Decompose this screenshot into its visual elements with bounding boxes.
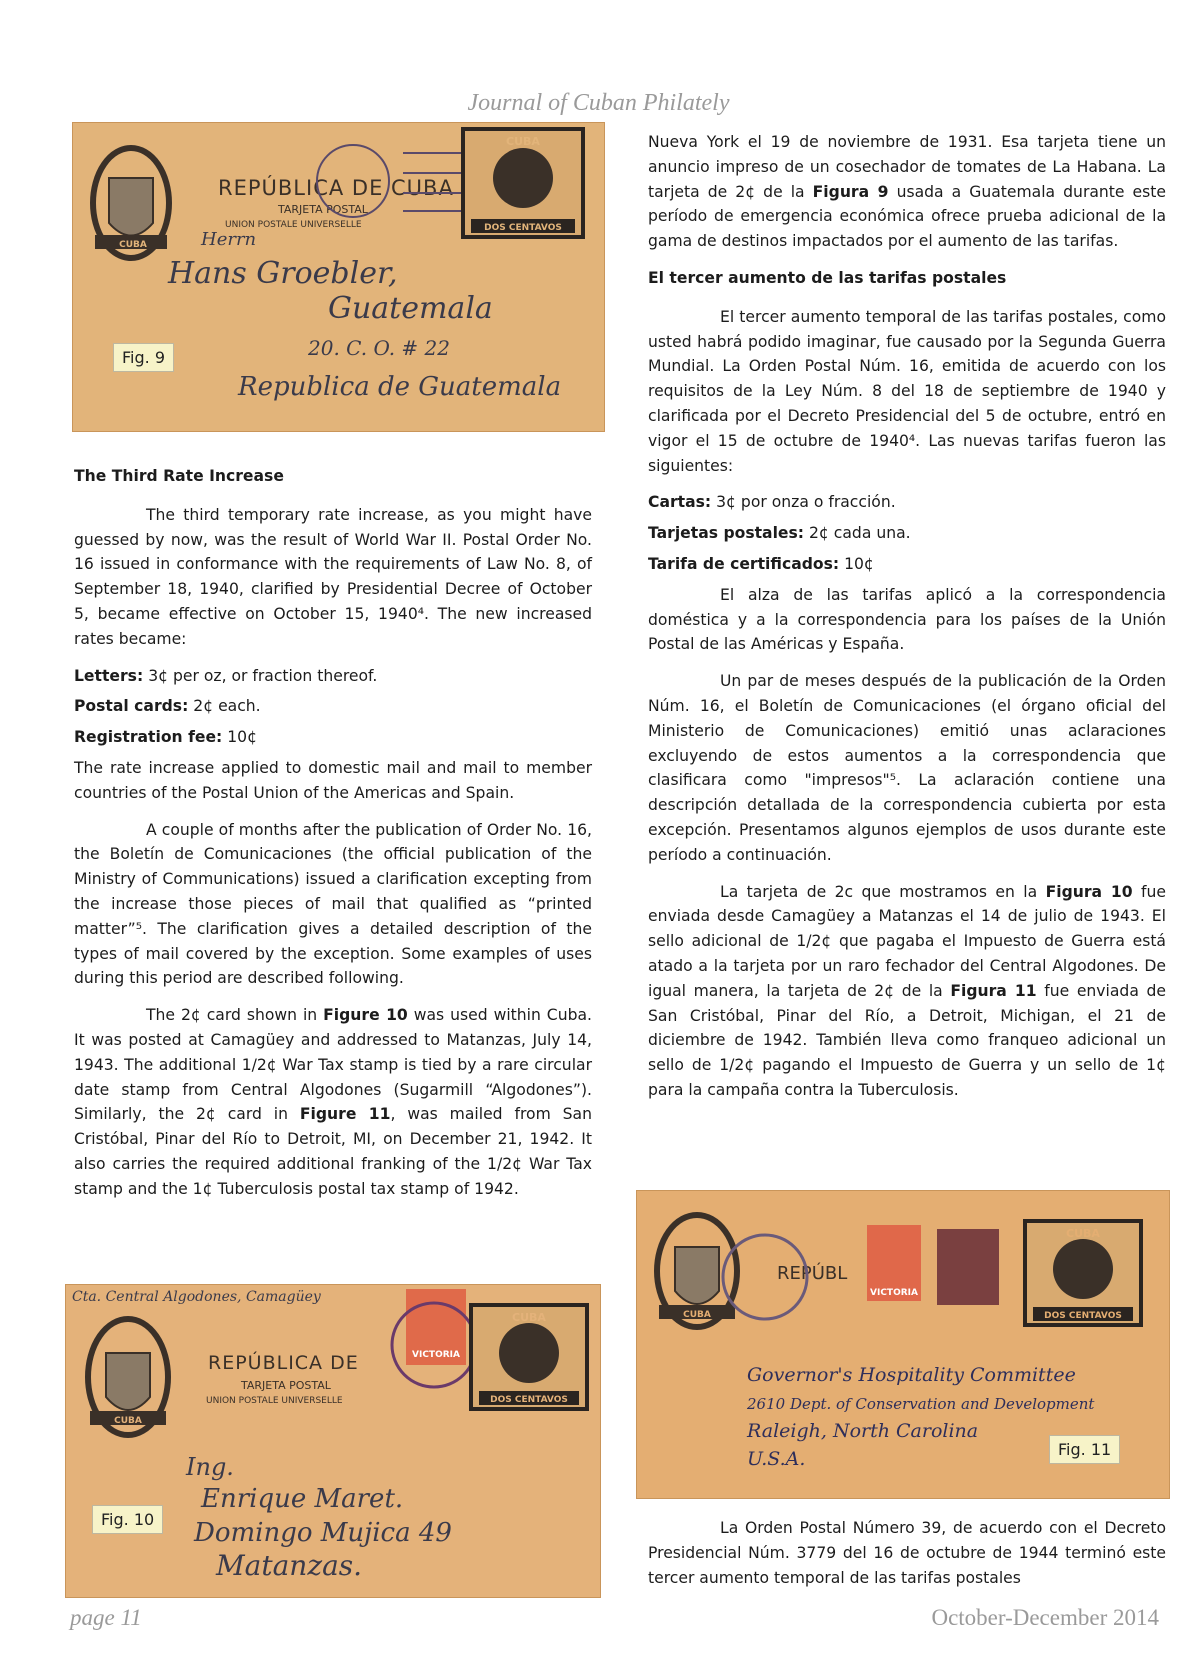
figure-9-postcard [72,122,605,432]
postcard-illustration [66,1285,600,1597]
handwriting-line: 20. C. O. # 22 [308,336,450,360]
handwriting-line: Republica de Guatemala [238,372,562,402]
figure-reference: Figura 11 [950,981,1037,1000]
tuberculosis-stamp [937,1229,999,1305]
text-run: La tarjeta de 2c que mostramos en la [720,882,1046,901]
rate-label: Letters: [74,666,144,685]
stamp-country: CUBA [506,135,540,148]
card-subtitle-2: UNION POSTALE UNIVERSELLE [225,220,362,230]
rate-value: 2¢ each. [193,697,261,716]
journal-title: Journal of Cuban Philately [467,90,730,116]
rate-value: 10¢ [844,554,874,573]
stamp-value: DOS CENTAVOS [490,1395,568,1405]
figure-label: Fig. 9 [113,343,174,372]
text-run: , was mailed from San Cristóbal, Pinar del Río to Detroit, MI, on December 21, 1942. It also carries the required additional franking of the 1/2¢ War Tax stamp and the 1¢ Tuberculosis postal tax stamp of 1942. [74,1105,592,1198]
rate-item [648,490,1166,515]
figure-label: Fig. 10 [92,1505,163,1534]
paragraph [648,130,1166,254]
rate-value: 3¢ per oz, or fraction thereof. [148,666,378,685]
figure-label: Fig. 11 [1049,1435,1120,1464]
paragraph: The third temporary rate increase, as you might have guessed by now, was the result of World War II. Postal Order No. 16 issued in conformance with the requirements of Law No. 8, of September 18, 1940, clarified by Presidential Decree of October 5, became effective on October 15, 1940⁴. The new increased rates became: [74,505,592,648]
rate-label: Tarifa de certificados: [648,554,840,573]
war-stamp-label: VICTORIA [412,1350,460,1360]
paragraph: A couple of months after the publication of Order No. 16, the Boletín de Comunicaciones (the official publication of the Ministry of Communications) issued a clarification excepting from the increase those pieces of mail that qualified as “printed matter”⁵. The clarification gives a detailed description of the types of mail covered by the exception. Some examples of uses during this period are described following. [74,820,592,988]
stamp-country: CUBA [512,1311,546,1324]
text-run: was used within Cuba. It was posted at Camagüey and addressed to Matanzas, July 14, 1943. The additional 1/2¢ War Tax stamp is tied by a rare circular date stamp from Central Algodones (Sugarmill “Algodones”). Similarly, the 2¢ card in [74,1006,592,1124]
card-subtitle: TARJETA POSTAL [278,203,368,216]
handwriting-line: Enrique Maret. [201,1484,404,1514]
war-stamp-label: VICTORIA [870,1288,918,1298]
stamp-country: CUBA [1066,1227,1100,1240]
rate-label: Postal cards: [74,697,189,716]
rate-item [648,521,1166,546]
rate-value: 10¢ [227,728,257,747]
handwriting-line: Ing. [186,1453,234,1481]
postcard-illustration [73,123,604,431]
rate-label: Cartas: [648,493,712,512]
figure-11-postcard [636,1190,1170,1499]
issue-date: October-December 2014 [931,1605,1159,1630]
handwriting-line: Hans Groebler, [168,256,398,291]
handwriting-line: Cta. Central Algodones, Camagüey [72,1289,321,1305]
rate-item [74,725,592,750]
text-run: The 2¢ card shown in [146,1006,324,1025]
right-column [648,130,1166,1115]
stamp-value: DOS CENTAVOS [1044,1311,1122,1321]
section-heading: The Third Rate Increase [74,467,284,485]
rate-value: 3¢ por onza o fracción. [716,493,896,512]
paragraph: El tercer aumento temporal de las tarifas postales, como usted habrá podido imaginar, fue causado por la Segunda Guerra Mundial. La Orden Postal Núm. 16, emitida de acuerdo con los requisitos de la Ley Núm. 8 del 18 de septiembre de 1940 y clarificada por el Decreto Presidencial del 5 de octubre, entró en vigor el 15 de octubre de 1940⁴. Las nuevas tarifas fueron las siguientes: [648,307,1166,475]
text-run: fue enviada de San Cristóbal, Pinar del Río, a Detroit, Michigan, el 21 de diciembre de 1942. También lleva como franqueo adicional un sello de 1/2¢ pagando el Impuesto de Guerra y un sello de 1¢ para la campaña contra la Tuberculosis. [648,981,1166,1099]
card-title: REPÚBLICA DE CUBA [218,176,454,200]
rate-label: Registration fee: [74,728,223,747]
handwriting-line: 2610 Dept. of Conservation and Development [747,1395,1095,1413]
paragraph [648,880,1166,1103]
handwriting-line: Raleigh, North Carolina [747,1420,979,1442]
card-title: REPÚBL [777,1263,848,1284]
handwriting-line: Guatemala [328,291,493,326]
text-run: Nueva York el 19 de noviembre de 1931. Esa tarjeta tiene un anuncio impreso de un cosechador de tomates de La Habana. La tarjeta de 2¢ de la [648,133,1166,201]
text-run: usada a Guatemala durante este período de emergencia económica ofrece prueba adicional de la gama de destinos impactados por el aumento de las tarifas. [648,182,1166,251]
paragraph: La Orden Postal Número 39, de acuerdo con el Decreto Presidencial Núm. 3779 del 16 de octubre de 1944 terminó este tercer aumento temporal de las tarifas postales [648,1519,1166,1587]
handwriting-line: Matanzas. [216,1549,363,1582]
right-column-bottom [648,1516,1166,1602]
emblem-cuba-text: CUBA [119,240,147,250]
card-title: REPÚBLICA DE [208,1352,359,1374]
section-heading: El tercer aumento de las tarifas postales [648,268,1007,287]
emblem-cuba-text: CUBA [683,1310,711,1320]
rate-label: Tarjetas postales: [648,524,805,543]
paragraph [74,1003,592,1201]
rate-item [74,694,592,719]
handwriting-line: Herrn [201,229,257,250]
figure-10-postcard [65,1284,601,1598]
handwriting-line: Domingo Mujica 49 [194,1518,452,1548]
rate-value: 2¢ cada una. [809,524,911,543]
paragraph: The rate increase applied to domestic mail and mail to member countries of the Postal Union of the Americas and Spain. [74,758,592,802]
figure-reference: Figura 9 [812,182,889,201]
emblem-cuba-text: CUBA [114,1416,142,1426]
figure-reference: Figure 11 [299,1105,391,1124]
paragraph: Un par de meses después de la publicación de la Orden Núm. 16, el Boletín de Comunicaciones (el órgano oficial del Ministerio de Comunicaciones) emitió unas aclaraciones excluyendo de estos aumentos a la correspondencia que clasificara como "impresos"⁵. La aclaración contiene una descripción detallada de la correspondencia cubierta por esta excepción. Presentamos algunos ejemplos de usos durante este período a continuación. [648,672,1166,864]
handwriting-line: U.S.A. [747,1448,806,1470]
stamp-value: DOS CENTAVOS [484,223,562,233]
paragraph: El alza de las tarifas aplicó a la correspondencia doméstica y a la correspondencia para los países de la Unión Postal de las Américas y España. [648,585,1166,654]
card-subtitle: TARJETA POSTAL [241,1379,331,1392]
handwriting-line: Governor's Hospitality Committee [747,1364,1076,1386]
left-column [74,464,592,1214]
page-number: page 11 [70,1605,142,1630]
text-run: fue enviada desde Camagüey a Matanzas el 14 de julio de 1943. El sello adicional de 1/2¢ que pagaba el Impuesto de Guerra está atado a la tarjeta por un raro fechador del Central Algodones. De igual manera, la tarjeta de 2¢ de la [648,882,1167,1000]
card-subtitle-2: UNION POSTALE UNIVERSELLE [206,1396,343,1406]
figure-reference: Figure 10 [323,1006,408,1025]
rate-item [74,664,592,689]
figure-reference: Figura 10 [1045,882,1133,901]
rate-item [648,552,1166,577]
